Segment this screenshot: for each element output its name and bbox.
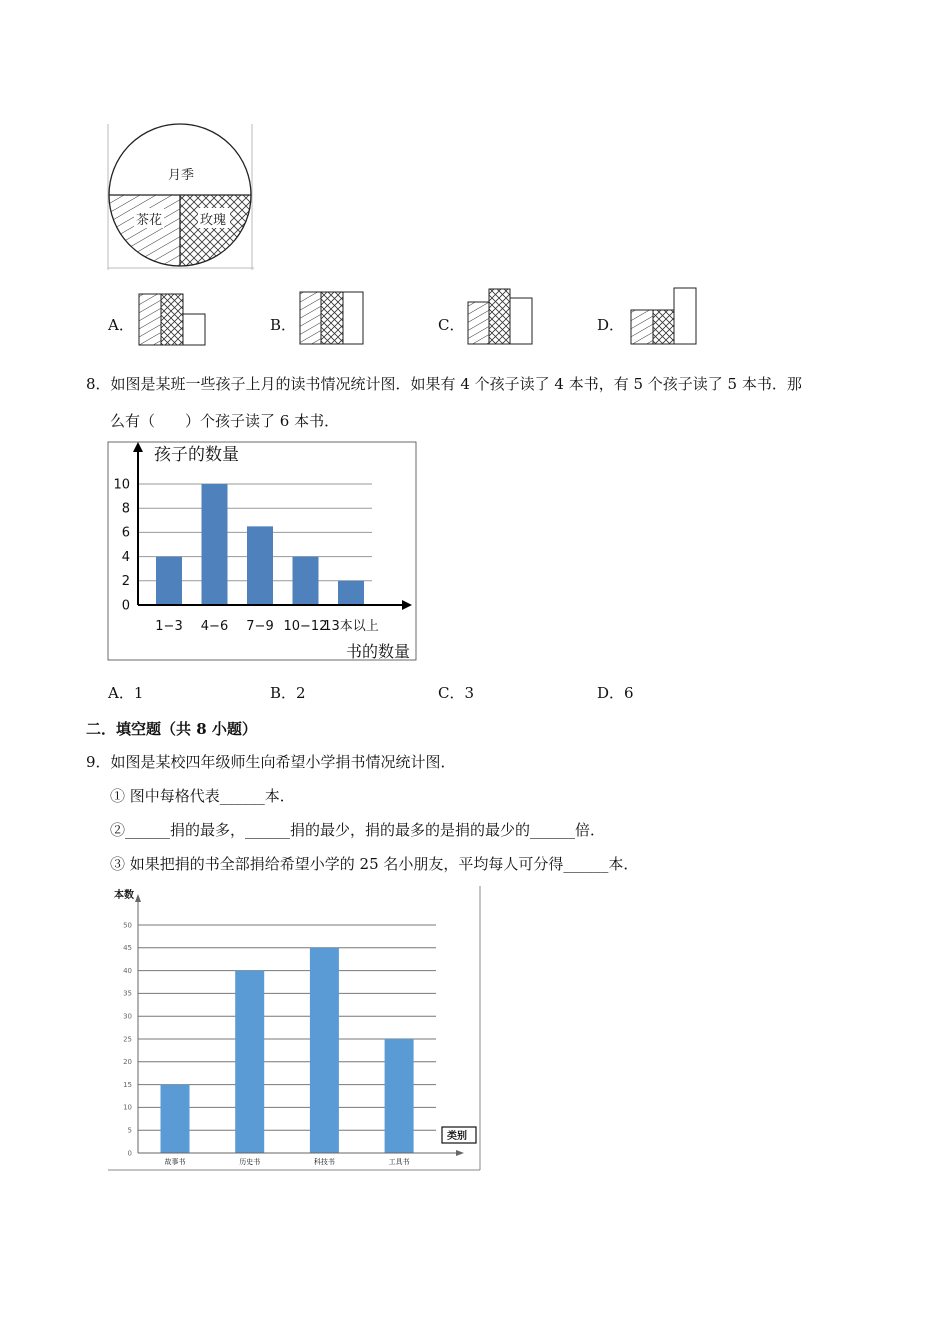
q8-option-b: B．2	[270, 684, 306, 702]
bar-3	[385, 1039, 414, 1153]
y-tick-label: 25	[123, 1035, 132, 1044]
y-tick-label: 15	[123, 1080, 132, 1089]
section-title: 二．填空题（共 8 小题）	[86, 720, 257, 738]
q7-option-b-chart	[296, 288, 368, 348]
q9-text-line1: 9．如图是某校四年级师生向希望小学捐书情况统计图．	[86, 753, 456, 771]
q9-text-line3: ②______捐的最多，______捐的最少，捐的最多的是捐的最少的______倍．	[110, 821, 606, 839]
bar-4	[338, 581, 364, 605]
y-tick-label: 6	[121, 525, 130, 541]
bar-2	[310, 948, 339, 1153]
bar-2	[247, 526, 273, 605]
y-tick-label: 40	[123, 966, 132, 975]
pie-slice-meigui	[180, 195, 256, 272]
q8-x-axis-label: 书的数量	[346, 642, 411, 661]
pie-label-meigui: 玫瑰	[200, 213, 227, 228]
bar-0	[156, 557, 182, 605]
pie-slice-chahua	[106, 195, 180, 272]
x-tick-label: 13本以上	[323, 619, 379, 634]
x-tick-label: 10−12	[283, 619, 328, 634]
x-tick-label: 故事书	[164, 1158, 186, 1166]
y-tick-label: 4	[121, 549, 130, 565]
q8-text-line1: 8．如图是某班一些孩子上月的读书情况统计图．如果有 4 个孩子读了 4 本书，有 5 个孩子读了 5 本书．那	[86, 375, 802, 393]
x-tick-label: 工具书	[388, 1158, 410, 1166]
y-tick-label: 0	[121, 598, 130, 614]
y-tick-label: 45	[123, 944, 132, 953]
q8-y-axis-label: 孩子的数量	[154, 445, 239, 465]
q9-x-axis-label: 类别	[447, 1131, 467, 1142]
q8-option-c: C．3	[438, 684, 475, 702]
y-tick-label: 0	[127, 1149, 132, 1158]
q9-bar-chart	[106, 884, 484, 1174]
x-tick-label: 历史书	[239, 1158, 261, 1166]
q7-option-c-label: C．	[438, 316, 465, 334]
pie-label-chahua: 茶花	[136, 213, 163, 228]
bar-1	[202, 484, 228, 605]
q8-text-line2: 么有（ ）个孩子读了 6 本书．	[110, 412, 340, 430]
y-tick-label: 10	[123, 1103, 132, 1112]
q9-text-line2: ① 图中每格代表______本．	[110, 787, 295, 805]
q8-option-d: D．6	[597, 684, 634, 702]
q8-bar-chart	[106, 440, 420, 664]
x-tick-label: 4−6	[200, 619, 229, 634]
y-tick-label: 30	[123, 1012, 132, 1021]
y-tick-label: 2	[121, 574, 130, 590]
bar-1	[235, 971, 264, 1153]
bar-3	[293, 557, 319, 605]
y-tick-label: 50	[123, 921, 132, 930]
x-tick-label: 科技书	[313, 1158, 335, 1166]
x-tick-label: 7−9	[246, 619, 274, 634]
y-tick-label: 20	[123, 1058, 132, 1067]
q7-option-a-chart	[136, 290, 208, 350]
q7-option-c-chart	[464, 284, 538, 348]
bar-0	[161, 1085, 190, 1153]
y-tick-label: 10	[113, 477, 130, 493]
q7-pie-chart	[106, 122, 256, 272]
x-tick-label: 1−3	[155, 619, 183, 634]
y-tick-label: 8	[121, 501, 130, 517]
q7-option-d-chart	[624, 284, 700, 348]
q9-text-line4: ③ 如果把捐的书全部捐给希望小学的 25 名小朋友，平均每人可分得______本．	[110, 855, 639, 873]
q8-option-a: A．1	[108, 684, 144, 702]
y-tick-label: 5	[127, 1126, 132, 1135]
q7-option-d-label: D．	[597, 316, 625, 334]
pie-label-yueji: 月季	[168, 168, 195, 183]
q7-option-b-label: B．	[270, 316, 297, 334]
q9-y-axis-label: 本数	[114, 890, 134, 901]
y-tick-label: 35	[123, 989, 132, 998]
q7-option-a-label: A．	[108, 316, 134, 334]
